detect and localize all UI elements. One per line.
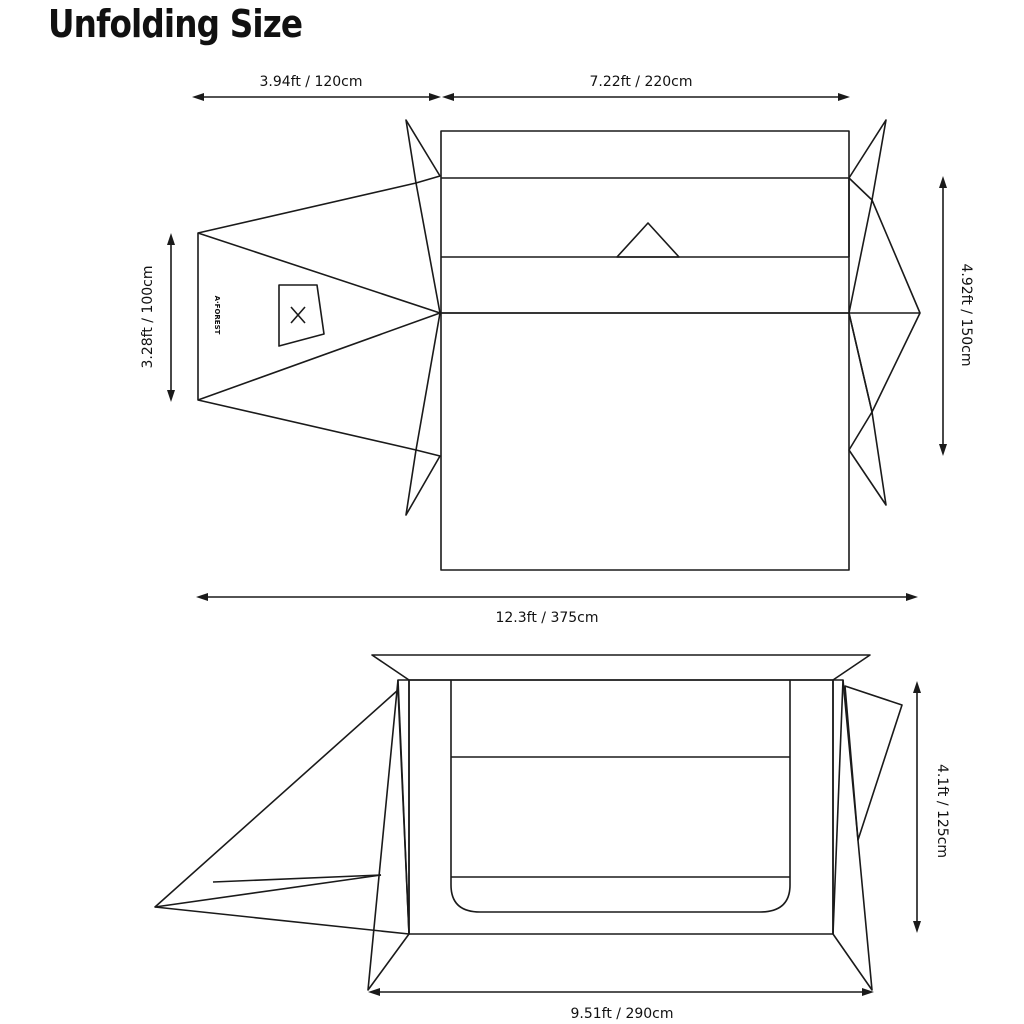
roof-vent <box>617 223 679 257</box>
page-title: Unfolding Size <box>48 2 303 46</box>
door-opening <box>451 680 790 912</box>
vestibule-outline <box>198 183 440 450</box>
dim-label-tent-length: 7.22ft / 220cm <box>589 74 693 90</box>
left-flaps <box>406 120 440 515</box>
dim-tent-length <box>442 74 850 101</box>
top-view <box>140 74 974 626</box>
dim-label-total-length: 12.3ft / 375cm <box>495 610 599 626</box>
dim-total-length <box>196 593 918 626</box>
dim-tent-width <box>939 176 974 456</box>
tent-body <box>441 131 920 570</box>
dim-width <box>368 988 874 1022</box>
dim-label-tent-width: 4.92ft / 150cm <box>958 263 974 367</box>
dim-label-vestibule-depth: 3.28ft / 100cm <box>140 265 156 369</box>
left-side-panel <box>155 680 409 990</box>
right-side-panel <box>833 680 902 990</box>
dim-label-vestibule-width: 3.94ft / 120cm <box>259 74 363 90</box>
dim-vestibule-width <box>192 74 441 101</box>
tent-front-body <box>409 680 833 934</box>
dim-height <box>913 681 950 933</box>
dim-label-width: 9.51ft / 290cm <box>570 1006 674 1022</box>
dim-label-height: 4.1ft / 125cm <box>934 763 950 859</box>
dim-vestibule-depth <box>140 233 175 402</box>
brand-logo: A·FOREST <box>213 295 221 335</box>
front-view <box>155 655 950 1022</box>
roof-panel <box>372 655 870 680</box>
door-window <box>279 285 324 346</box>
